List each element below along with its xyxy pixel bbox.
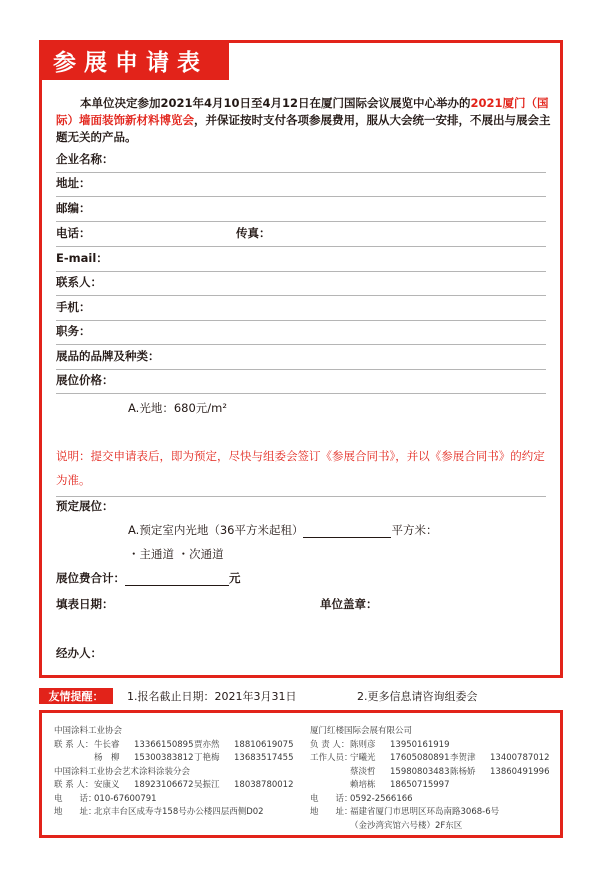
contact-person-field[interactable]: 联系人： — [56, 271, 546, 296]
email-field[interactable]: E-mail： — [56, 247, 546, 272]
reminder-bar — [39, 686, 563, 706]
booking-label: 预定展位： — [56, 499, 114, 513]
price-field: 展位价格： — [56, 369, 546, 394]
event-name: 2021厦门（国际）墙面装饰新材料博览会 — [56, 96, 549, 127]
aisle-options[interactable]: ・主通道 ・次通道 — [128, 547, 224, 561]
contact-info-box — [39, 710, 563, 838]
mobile-field[interactable]: 手机： — [56, 296, 546, 321]
reminder-deadline: 1.报名截止日期：2021年3月31日 — [127, 690, 297, 703]
total-input-line[interactable] — [125, 575, 229, 586]
phone-fax-field[interactable]: 电话： 传真： — [56, 222, 546, 247]
postcode-field[interactable]: 邮编： — [56, 197, 546, 222]
reminder-label: 友情提醒： — [39, 688, 113, 704]
address-field[interactable]: 地址： — [56, 172, 546, 197]
contacts-left: 中国涂料工业协会 联 系 人： 牛长睿 13366150895 贾亦然 18810619075 杨 柳 15300383812 丁艳梅 13683517455 中国涂料工业协会艺术涂料涂装分会 联 系 人： 安康义 18923106672 吴振江 18038780012 电 话： 010-67600791 地 址： 北京丰台区成寿寺158号办公楼四层西侧D02 — [54, 726, 294, 817]
handler-field[interactable]: 经办人： — [56, 646, 102, 660]
company-name-field[interactable]: 企业名称： — [56, 148, 546, 173]
total-fee-field[interactable]: 展位费合计： 元 — [56, 571, 241, 585]
date-stamp-field[interactable]: 填表日期： 单位盖章： — [56, 597, 378, 611]
price-option-a: A.光地：680元/m² — [128, 401, 227, 415]
brand-field[interactable]: 展品的品牌及种类： — [56, 345, 546, 370]
fax-label: 传真： — [236, 226, 271, 240]
submission-note: 说明：提交申请表后，即为预定，尽快与组委会签订《参展合同书》，并以《参展合同书》的约定为准。 — [56, 444, 546, 497]
contacts-right: 厦门红楼国际会展有限公司 负 责 人： 陈则彦 13950161919 工作人员： 宁曦光 17605080891 李贺津 13400787012 蔡淡哲 15980803483 陈杨娇 13860491996 赖培栋 18650715997 电 话： 0592-2566166 地 址： 福建省厦门市思明区环岛南路3068-6号 （金沙湾宾馆六号楼）2F东区 — [310, 726, 550, 831]
booking-option-a[interactable]: A.预定室内光地（36平方米起租） 平方米： — [128, 523, 438, 537]
intro-paragraph: 本单位决定参加2021年4月10日至4月12日在厦门国际会议展览中心举办的2021厦门（国际）墙面装饰新材料博览会，并保证按时支付各项参展费用，服从大会统一安排，不展出与展会主题无关的产品。 — [56, 96, 551, 144]
reminder-contact: 2.更多信息请咨询组委会 — [357, 690, 478, 703]
form-title: 参展申请表 — [39, 40, 229, 80]
position-field[interactable]: 职务： — [56, 320, 546, 345]
area-input-line[interactable] — [303, 527, 391, 538]
stamp-label: 单位盖章： — [320, 597, 378, 611]
